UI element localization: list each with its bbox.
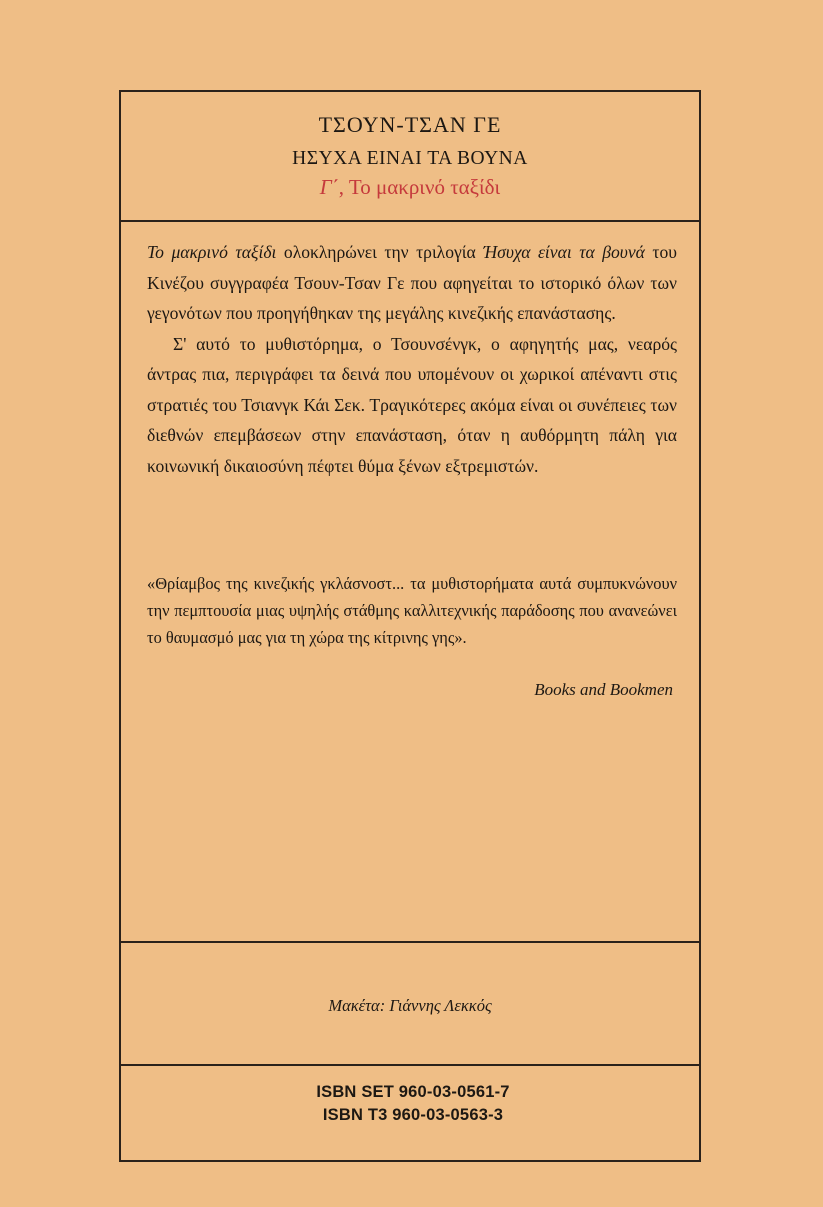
divider-top [121, 220, 699, 222]
volume-name: , Το μακρινό ταξίδι [338, 175, 501, 199]
series-title: ΗΣΥΧΑ ΕΙΝΑΙ ΤΑ ΒΟΥΝΑ [292, 148, 528, 169]
divider-middle [121, 941, 699, 943]
author-name: ΤΣΟΥΝ-ΤΣΑΝ ΓΕ [318, 112, 502, 137]
isbn-block [121, 1081, 699, 1127]
description-paragraph-2: Σ' αυτό το μυθιστόρημα, ο Τσουνσένγκ, ο αφηγητής μας, νεαρός άντρας πια, περιγράφει τα δεινά που υπομένουν οι χωρικοί απέναντι στις στρατιές του Τσιανγκ Κάι Σεκ. Τραγικότερες ακόμα είναι οι συνέπειες των διεθνών επεμβάσεων στην επανάσταση, όταν η αυθόρμητη πάλη για κοινωνική δικαιοσύνη πέφτει θύμα ξένων εξτρεμιστών. [147, 333, 677, 476]
isbn-volume: ISBN T3 960-03-0563-3 [322, 1106, 504, 1124]
divider-bottom [121, 1064, 699, 1066]
volume-number: Γ΄ [319, 175, 339, 199]
description-text: ολοκληρώνει την τριλογία [276, 242, 484, 262]
book-description [147, 237, 677, 481]
review-quote: «Θρίαμβος της κινεζικής γκλάσνοστ... τα μυθιστορήματα αυτά συμπυκνώνουν την πεμπτουσία μιας υψηλής στάθμης καλλιτεχνικής παράδοσης που ανανεώνει το θαυμασμό μας για τη χώρα της κίτρινης γης». [147, 574, 677, 647]
series-title-italic: Ήσυχα είναι τα βουνά [483, 242, 645, 262]
isbn-set: ISBN SET 960-03-0561-7 [316, 1083, 510, 1101]
volume-title [121, 175, 699, 200]
review-source: Books and Bookmen [534, 680, 673, 699]
title-block [121, 92, 699, 220]
description-paragraph-1 [147, 237, 677, 329]
description-text: του Κινέζου συγγραφέα Τσουν-Τσαν Γε που αφηγείται το ιστορικό όλων των γεγονότων που προηγήθηκαν της μεγάλης κινεζικής επανάστασης. [147, 242, 677, 323]
cover-design-credit: Μακέτα: Γιάννης Λεκκός [328, 996, 492, 1015]
book-title-italic: Το μακρινό ταξίδι [147, 242, 277, 262]
cover-frame [119, 90, 701, 1162]
